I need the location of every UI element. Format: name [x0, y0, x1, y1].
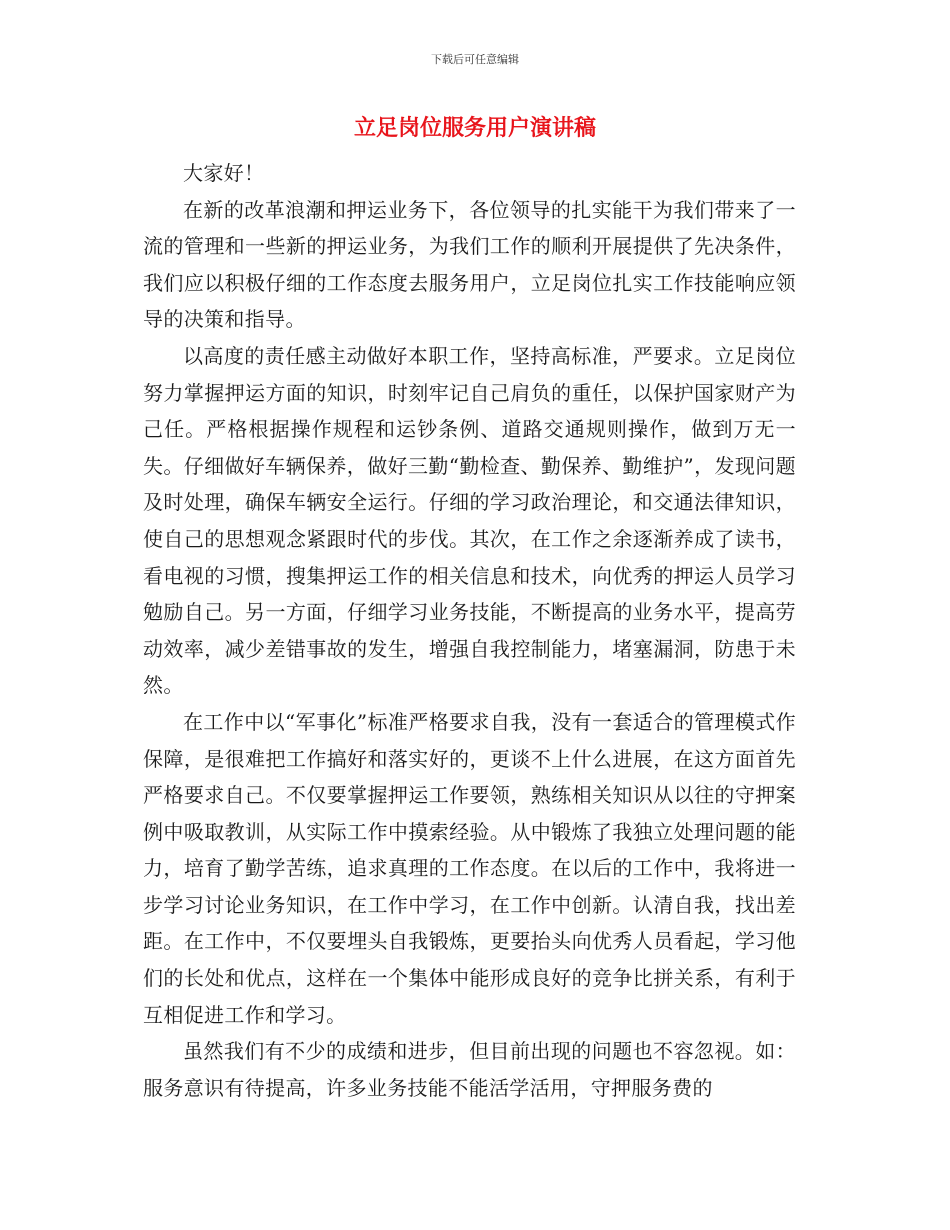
body-paragraph: 在工作中以“军事化”标准严格要求自我，没有一套适合的管理模式作保障，是很难把工作搞好和落实好的，更谈不上什么进展，在这方面首先严格要求自己。不仅要掌握押运工作要领，熟练相关知识从以往的守押案例中吸取教训，从实际工作中摸索经验。从中锻炼了我独立处理问题的能力，培育了勤学苦练，追求真理的工作态度。在以后的工作中，我将进一步学习讨论业务知识，在工作中学习，在工作中创新。认清自我，找出差距。在工作中，不仅要埋头自我锻炼，更要抬头向优秀人员看起，学习他们的长处和优点，这样在一个集体中能形成良好的竞争比拼关系，有利于互相促进工作和学习。: [143, 709, 796, 1027]
greeting-paragraph: 大家好！: [183, 161, 265, 185]
page-header: 下载后可任意编辑: [431, 53, 519, 66]
document-body: [143, 155, 796, 1106]
document-title: 立足岗位服务用户演讲稿: [353, 115, 596, 141]
body-paragraph: 以高度的责任感主动做好本职工作，坚持高标准，严要求。立足岗位努力掌握押运方面的知识，时刻牢记自己肩负的重任，以保护国家财产为己任。严格根据操作规程和运钞条例、道路交通规则操作，做到万无一失。仔细做好车辆保养，做好三勤“勤检查、勤保养、勤维护”，发现问题及时处理，确保车辆安全运行。仔细的学习政治理论，和交通法律知识，使自己的思想观念紧跟时代的步伐。其次，在工作之余逐渐养成了读书，看电视的习惯，搜集押运工作的相关信息和技术，向优秀的押运人员学习勉励自己。另一方面，仔细学习业务技能，不断提高的业务水平，提高劳动效率，减少差错事故的发生，增强自我控制能力，堵塞漏洞，防患于未然。: [143, 343, 796, 698]
body-paragraph: 在新的改革浪潮和押运业务下，各位领导的扎实能干为我们带来了一流的管理和一些新的押运业务，为我们工作的顺利开展提供了先决条件，我们应以积极仔细的工作态度去服务用户，立足岗位扎实工作技能响应领导的决策和指导。: [143, 197, 796, 332]
body-paragraph: 虽然我们有不少的成绩和进步，但目前出现的问题也不容忽视。如：服务意识有待提高，许多业务技能不能活学活用，守押服务费的: [143, 1039, 796, 1100]
